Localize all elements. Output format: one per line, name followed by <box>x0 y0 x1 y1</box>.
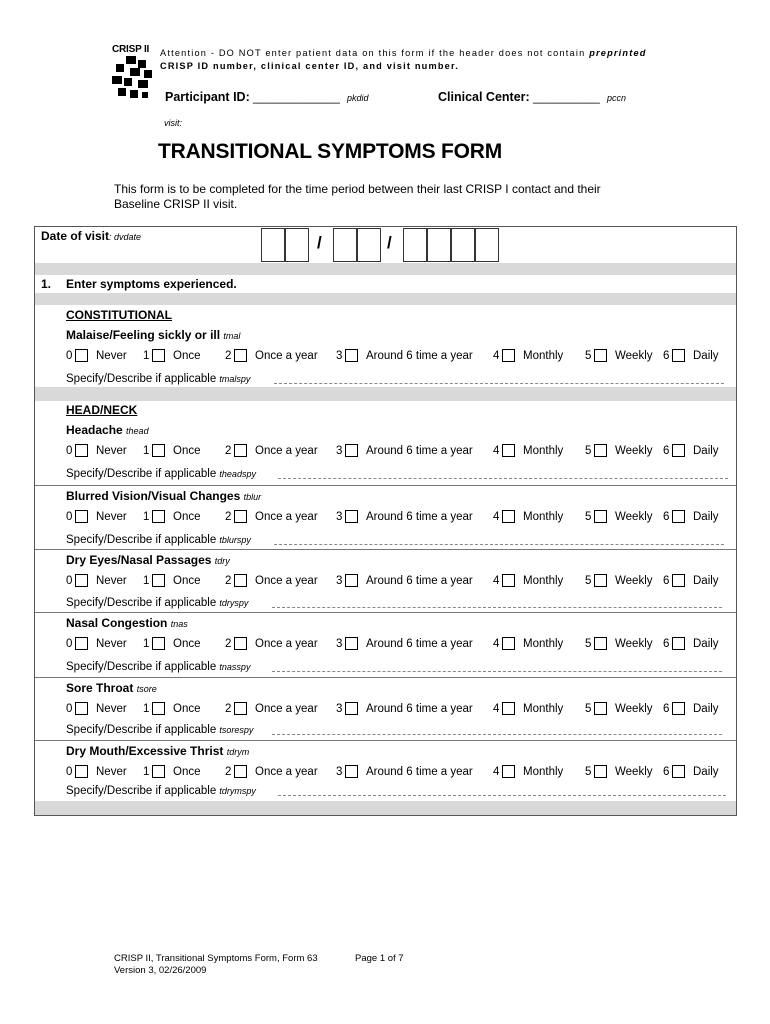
date-of-visit-label <box>41 229 141 243</box>
option-number: 3 <box>336 350 343 362</box>
checkbox[interactable] <box>672 444 685 457</box>
option-label: Never <box>96 511 127 523</box>
checkbox[interactable] <box>502 702 515 715</box>
form-intro: This form is to be completed for the time period between their last CRISP I contact and their Baseline CRISP II visit. <box>114 182 601 211</box>
checkbox[interactable] <box>75 574 88 587</box>
checkbox[interactable] <box>345 637 358 650</box>
specify-line[interactable] <box>272 734 722 735</box>
specify-dry-eyes[interactable] <box>66 597 248 609</box>
option-label: Never <box>96 766 127 778</box>
checkbox[interactable] <box>594 444 607 457</box>
option-number: 2 <box>225 703 232 715</box>
frequency-row-malaise <box>35 349 736 365</box>
option-number: 6 <box>663 575 670 587</box>
option-number: 0 <box>66 511 73 523</box>
specify-headache[interactable] <box>66 468 256 480</box>
crisp-logo <box>112 44 158 104</box>
checkbox[interactable] <box>75 702 88 715</box>
option-label: Monthly <box>523 511 564 523</box>
form-title: TRANSITIONAL SYMPTOMS FORM <box>158 140 503 163</box>
option-number: 0 <box>66 638 73 650</box>
option-number: 0 <box>66 575 73 587</box>
footer-version: Version 3, 02/26/2009 <box>114 965 207 976</box>
option-number: 3 <box>336 445 343 457</box>
separator-band <box>35 263 736 275</box>
checkbox[interactable] <box>152 349 165 362</box>
symptom-var: tblur <box>243 492 262 502</box>
checkbox[interactable] <box>502 765 515 778</box>
option-number: 4 <box>493 703 500 715</box>
option-label: Weekly <box>615 638 653 650</box>
specify-line[interactable] <box>278 478 728 479</box>
divider <box>35 677 736 678</box>
checkbox[interactable] <box>234 510 247 523</box>
specify-label: Specify/Describe if applicable <box>66 661 217 673</box>
symptom-var: tsore <box>136 684 157 694</box>
option-label: Monthly <box>523 350 564 362</box>
crisp-logo-icon <box>112 56 154 100</box>
frequency-row-dry-mouth <box>35 765 736 781</box>
date-day-digit-1[interactable] <box>333 228 357 262</box>
option-label: Around 6 time a year <box>366 575 473 587</box>
checkbox[interactable] <box>75 444 88 457</box>
option-number: 6 <box>663 766 670 778</box>
date-year-digit-1[interactable] <box>403 228 427 262</box>
option-label: Daily <box>693 511 719 523</box>
option-number: 2 <box>225 766 232 778</box>
option-number: 2 <box>225 445 232 457</box>
option-label: Around 6 time a year <box>366 766 473 778</box>
option-number: 5 <box>585 638 592 650</box>
date-month-digit-2[interactable] <box>285 228 309 262</box>
option-label: Never <box>96 575 127 587</box>
specify-label: Specify/Describe if applicable <box>66 597 217 609</box>
checkbox[interactable] <box>594 765 607 778</box>
option-label: Monthly <box>523 575 564 587</box>
specify-line[interactable] <box>272 671 722 672</box>
date-year-digit-4[interactable] <box>475 228 499 262</box>
option-number: 0 <box>66 350 73 362</box>
option-label: Once a year <box>255 638 318 650</box>
option-label: Once a year <box>255 703 318 715</box>
checkbox[interactable] <box>152 765 165 778</box>
specify-line[interactable] <box>274 544 724 545</box>
option-number: 0 <box>66 703 73 715</box>
checkbox[interactable] <box>234 349 247 362</box>
checkbox[interactable] <box>152 444 165 457</box>
option-number: 4 <box>493 350 500 362</box>
checkbox[interactable] <box>502 637 515 650</box>
specify-var: tdrymspy <box>219 786 256 796</box>
option-label: Around 6 time a year <box>366 638 473 650</box>
checkbox[interactable] <box>672 765 685 778</box>
symptom-name: Malaise/Feeling sickly or ill <box>66 328 221 342</box>
specify-malaise[interactable] <box>66 373 250 385</box>
specify-label: Specify/Describe if applicable <box>66 724 217 736</box>
symptom-headache-title <box>66 423 149 437</box>
checkbox[interactable] <box>672 637 685 650</box>
option-label: Weekly <box>615 445 653 457</box>
specify-var: theadspy <box>219 469 256 479</box>
checkbox[interactable] <box>502 444 515 457</box>
specify-sore-throat[interactable] <box>66 724 253 736</box>
option-label: Daily <box>693 575 719 587</box>
option-label: Once <box>173 350 201 362</box>
option-label: Never <box>96 703 127 715</box>
checkbox[interactable] <box>152 574 165 587</box>
checkbox[interactable] <box>345 444 358 457</box>
divider <box>35 549 736 550</box>
attention-text-2: CRISP ID number, clinical center ID, and visit number. <box>160 61 459 71</box>
option-label: Never <box>96 638 127 650</box>
specify-nasal-congestion[interactable] <box>66 661 250 673</box>
attention-text-italic: preprinted <box>589 48 647 58</box>
frequency-row-dry-eyes <box>35 574 736 590</box>
symptom-name: Dry Eyes/Nasal Passages <box>66 553 212 567</box>
symptom-name: Blurred Vision/Visual Changes <box>66 489 241 503</box>
date-day-digit-2[interactable] <box>357 228 381 262</box>
symptom-var: tnas <box>170 619 188 629</box>
clinical-center-field[interactable]: __________ <box>533 90 600 104</box>
option-label: Monthly <box>523 703 564 715</box>
clinical-center-label: Clinical Center: <box>438 90 530 104</box>
option-label: Daily <box>693 350 719 362</box>
participant-id-field[interactable]: _____________ <box>253 90 340 104</box>
specify-line[interactable] <box>274 383 724 384</box>
option-number: 0 <box>66 445 73 457</box>
option-number: 5 <box>585 350 592 362</box>
specify-label: Specify/Describe if applicable <box>66 468 217 480</box>
symptom-name: Dry Mouth/Excessive Thrist <box>66 744 224 758</box>
question-1 <box>41 277 237 291</box>
option-number: 3 <box>336 511 343 523</box>
option-label: Once <box>173 511 201 523</box>
option-number: 5 <box>585 703 592 715</box>
option-number: 4 <box>493 575 500 587</box>
option-label: Around 6 time a year <box>366 350 473 362</box>
footer-form-name: CRISP II, Transitional Symptoms Form, Form 63 <box>114 953 318 964</box>
option-label: Once a year <box>255 511 318 523</box>
symptom-dry-mouth-title <box>66 744 249 758</box>
option-label: Weekly <box>615 703 653 715</box>
option-label: Once <box>173 703 201 715</box>
checkbox[interactable] <box>75 765 88 778</box>
frequency-row-nasal-congestion <box>35 637 736 653</box>
symptom-dry-eyes-title <box>66 553 230 567</box>
checkbox[interactable] <box>672 349 685 362</box>
specify-var: tmalspy <box>219 374 251 384</box>
footer-page-number: Page 1 of 7 <box>355 953 404 964</box>
option-label: Monthly <box>523 445 564 457</box>
attention-text-1: Attention - DO NOT enter patient data on this form if the header does not contain <box>160 48 586 58</box>
option-number: 2 <box>225 575 232 587</box>
checkbox[interactable] <box>594 574 607 587</box>
option-label: Daily <box>693 703 719 715</box>
option-number: 4 <box>493 511 500 523</box>
section-constitutional: CONSTITUTIONAL <box>66 308 172 322</box>
symptom-var: tdrym <box>226 747 250 757</box>
logo-title: CRISP II <box>112 44 150 55</box>
checkbox[interactable] <box>152 702 165 715</box>
option-number: 0 <box>66 766 73 778</box>
option-label: Weekly <box>615 575 653 587</box>
checkbox[interactable] <box>594 702 607 715</box>
option-number: 6 <box>663 703 670 715</box>
option-number: 5 <box>585 766 592 778</box>
separator-band <box>35 387 736 401</box>
checkbox[interactable] <box>345 702 358 715</box>
checkbox[interactable] <box>502 574 515 587</box>
date-of-visit-var: : dvdate <box>109 232 142 242</box>
checkbox[interactable] <box>345 349 358 362</box>
checkbox[interactable] <box>672 702 685 715</box>
specify-var: tsorespy <box>219 725 254 735</box>
checkbox[interactable] <box>345 574 358 587</box>
option-number: 3 <box>336 575 343 587</box>
checkbox[interactable] <box>234 637 247 650</box>
section-head-neck: HEAD/NECK <box>66 403 138 417</box>
checkbox[interactable] <box>75 637 88 650</box>
participant-id-var: pkdid <box>347 93 369 103</box>
divider <box>35 612 736 613</box>
option-number: 1 <box>143 766 150 778</box>
symptom-name: Sore Throat <box>66 681 134 695</box>
option-number: 3 <box>336 638 343 650</box>
option-number: 3 <box>336 703 343 715</box>
attention-notice <box>160 47 660 73</box>
option-label: Never <box>96 350 127 362</box>
symptom-nasal-congestion-title <box>66 616 188 630</box>
visit-label: visit: <box>164 118 182 128</box>
symptom-blurred-vision-title <box>66 489 261 503</box>
option-label: Weekly <box>615 350 653 362</box>
option-number: 1 <box>143 350 150 362</box>
specify-var: tnasspy <box>219 662 251 672</box>
checkbox[interactable] <box>75 510 88 523</box>
separator-band <box>35 801 736 815</box>
specify-label: Specify/Describe if applicable <box>66 373 217 385</box>
question-1-text: Enter symptoms experienced. <box>66 277 237 291</box>
option-label: Monthly <box>523 638 564 650</box>
specify-var: tblurspy <box>219 535 251 545</box>
footer-form-info <box>114 953 318 977</box>
frequency-row-headache <box>35 444 736 460</box>
option-number: 6 <box>663 511 670 523</box>
date-slash: / <box>387 233 392 252</box>
option-number: 5 <box>585 511 592 523</box>
option-label: Once a year <box>255 445 318 457</box>
option-label: Daily <box>693 638 719 650</box>
symptom-malaise-title <box>66 328 240 342</box>
option-label: Once a year <box>255 350 318 362</box>
checkbox[interactable] <box>234 574 247 587</box>
clinical-center-var: pccn <box>607 93 627 103</box>
option-number: 6 <box>663 350 670 362</box>
symptoms-form <box>34 226 737 816</box>
option-label: Around 6 time a year <box>366 703 473 715</box>
option-label: Never <box>96 445 127 457</box>
specify-var: tdryspy <box>219 598 249 608</box>
date-month-digit-1[interactable] <box>261 228 285 262</box>
specify-line[interactable] <box>278 795 726 796</box>
option-label: Once <box>173 575 201 587</box>
checkbox[interactable] <box>234 444 247 457</box>
symptom-var: tdry <box>214 556 230 566</box>
specify-label: Specify/Describe if applicable <box>66 785 217 797</box>
option-number: 2 <box>225 350 232 362</box>
option-label: Weekly <box>615 766 653 778</box>
checkbox[interactable] <box>502 510 515 523</box>
option-label: Around 6 time a year <box>366 445 473 457</box>
specify-line[interactable] <box>272 607 722 608</box>
option-label: Daily <box>693 445 719 457</box>
option-label: Once a year <box>255 766 318 778</box>
option-label: Once <box>173 638 201 650</box>
option-number: 1 <box>143 511 150 523</box>
frequency-row-sore-throat <box>35 702 736 718</box>
participant-id-label: Participant ID: <box>165 90 250 104</box>
checkbox[interactable] <box>75 349 88 362</box>
option-label: Around 6 time a year <box>366 511 473 523</box>
symptom-name: Nasal Congestion <box>66 616 168 630</box>
checkbox[interactable] <box>672 510 685 523</box>
symptom-name: Headache <box>66 423 123 437</box>
separator-band <box>35 293 736 305</box>
divider <box>35 740 736 741</box>
checkbox[interactable] <box>594 637 607 650</box>
specify-blurred-vision[interactable] <box>66 534 251 546</box>
option-number: 1 <box>143 445 150 457</box>
symptom-var: tmal <box>223 331 241 341</box>
symptom-var: thead <box>126 426 149 436</box>
question-1-number: 1. <box>41 277 52 291</box>
date-slash: / <box>317 233 322 252</box>
checkbox[interactable] <box>234 765 247 778</box>
specify-label: Specify/Describe if applicable <box>66 534 217 546</box>
checkbox[interactable] <box>234 702 247 715</box>
checkbox[interactable] <box>672 574 685 587</box>
option-number: 6 <box>663 445 670 457</box>
checkbox[interactable] <box>345 510 358 523</box>
specify-dry-mouth[interactable] <box>66 785 256 797</box>
checkbox[interactable] <box>152 510 165 523</box>
date-year-digit-2[interactable] <box>427 228 451 262</box>
option-number: 4 <box>493 445 500 457</box>
date-year-digit-3[interactable] <box>451 228 475 262</box>
option-number: 2 <box>225 511 232 523</box>
date-of-visit-text: Date of visit <box>41 229 110 243</box>
option-label: Once <box>173 766 201 778</box>
checkbox[interactable] <box>502 349 515 362</box>
option-number: 1 <box>143 575 150 587</box>
option-number: 1 <box>143 703 150 715</box>
option-label: Once a year <box>255 575 318 587</box>
option-label: Monthly <box>523 766 564 778</box>
checkbox[interactable] <box>152 637 165 650</box>
option-label: Weekly <box>615 511 653 523</box>
divider <box>35 485 736 486</box>
frequency-row-blurred-vision <box>35 510 736 526</box>
option-number: 4 <box>493 766 500 778</box>
option-label: Once <box>173 445 201 457</box>
option-number: 3 <box>336 766 343 778</box>
option-number: 6 <box>663 638 670 650</box>
checkbox[interactable] <box>594 510 607 523</box>
option-number: 4 <box>493 638 500 650</box>
symptom-sore-throat-title <box>66 681 157 695</box>
option-label: Daily <box>693 766 719 778</box>
option-number: 5 <box>585 445 592 457</box>
checkbox[interactable] <box>594 349 607 362</box>
option-number: 2 <box>225 638 232 650</box>
checkbox[interactable] <box>345 765 358 778</box>
option-number: 5 <box>585 575 592 587</box>
option-number: 1 <box>143 638 150 650</box>
